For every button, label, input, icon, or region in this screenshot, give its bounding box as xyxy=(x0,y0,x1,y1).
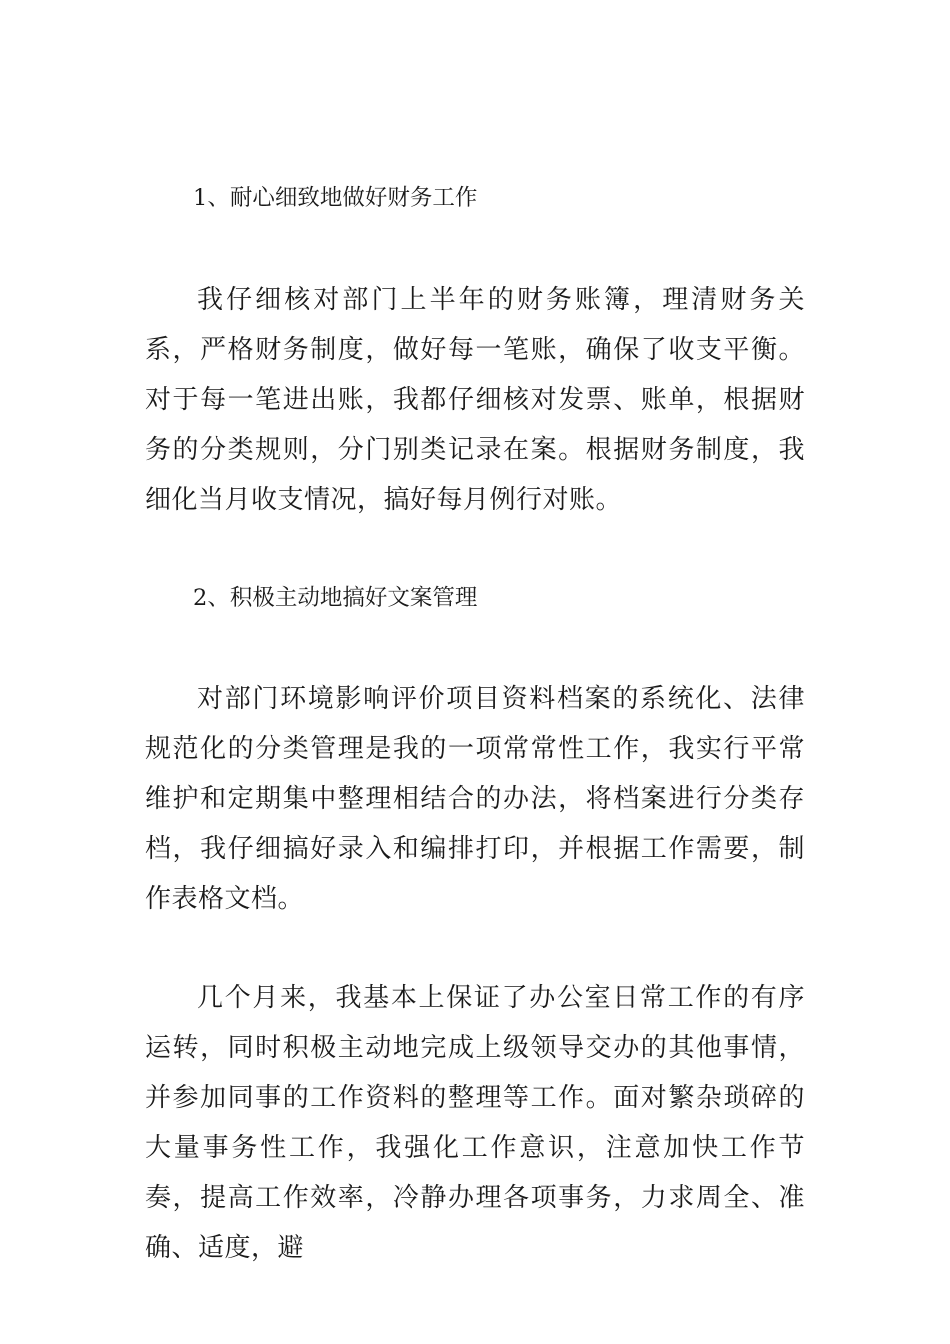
paragraph-finance: 我仔细核对部门上半年的财务账簿，理清财务关系，严格财务制度，做好每一笔账，确保了收支平衡。对于每一笔进出账，我都仔细核对发票、账单，根据财务的分类规则，分门别类记录在案。根据财务制度，我细化当月收支情况，搞好每月例行对账。 xyxy=(145,285,805,515)
paragraph-documents: 对部门环境影响评价项目资料档案的系统化、法律规范化的分类管理是我的一项常常性工作，我实行平常维护和定期集中整理相结合的办法，将档案进行分类存档，我仔细搞好录入和编排打印，并根据工作需要，制作表格文档。 xyxy=(145,684,805,914)
section-heading-finance: 1、耐心细致地做好财务工作 xyxy=(193,185,478,211)
paragraph-summary: 几个月来，我基本上保证了办公室日常工作的有序运转，同时积极主动地完成上级领导交办的其他事情，并参加同事的工作资料的整理等工作。面对繁杂琐碎的大量事务性工作，我强化工作意识，注意加快工作节奏，提高工作效率，冷静办理各项事务，力求周全、准确、适度，避 xyxy=(145,983,805,1263)
section-heading-documents: 2、积极主动地搞好文案管理 xyxy=(193,585,478,611)
